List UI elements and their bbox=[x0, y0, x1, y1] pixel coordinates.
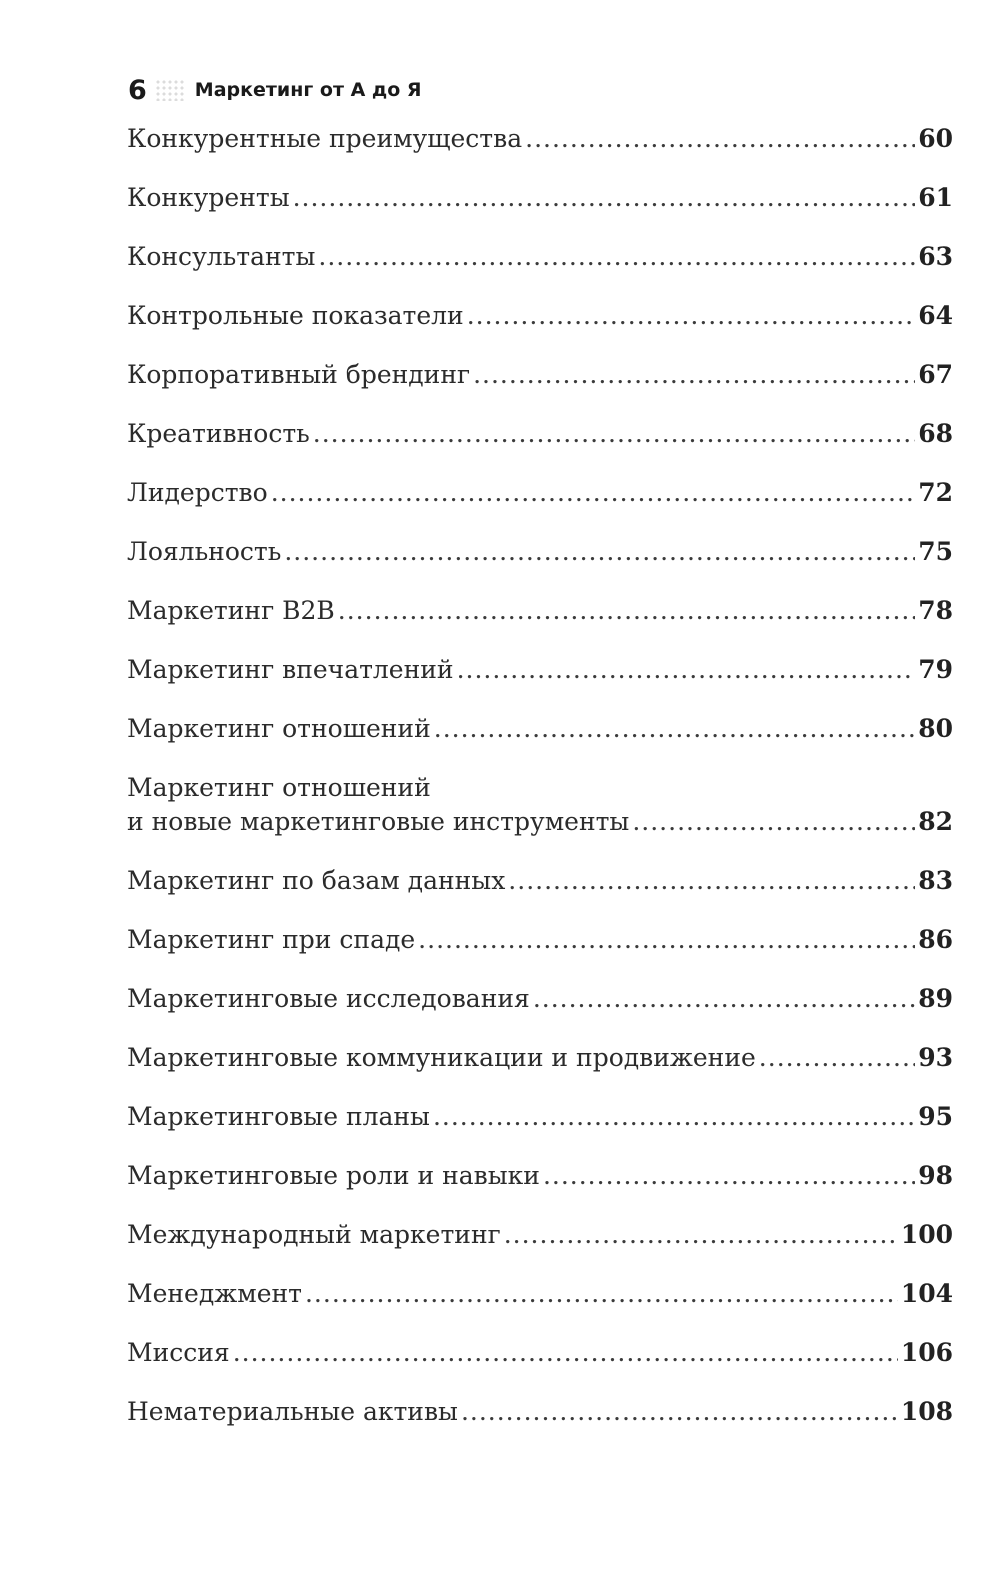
toc-dot-leader bbox=[293, 181, 916, 215]
toc-dot-leader bbox=[759, 1041, 915, 1075]
toc-entry-page: 79 bbox=[918, 655, 953, 684]
toc-entry-title: Маркетинг отношений bbox=[127, 714, 431, 743]
toc-dot-leader bbox=[543, 1159, 915, 1193]
toc-line bbox=[127, 1100, 953, 1134]
toc-line bbox=[127, 982, 953, 1016]
table-of-contents bbox=[127, 122, 953, 1454]
toc-entry-title: Конкуренты bbox=[127, 183, 290, 212]
toc-entry-title: Маркетинговые исследования bbox=[127, 984, 530, 1013]
toc-entry-title: Маркетинг при спаде bbox=[127, 925, 416, 954]
toc-line bbox=[127, 476, 953, 510]
toc-dot-leader bbox=[632, 805, 915, 839]
toc-entry bbox=[127, 1041, 953, 1075]
header-dot-ornament bbox=[155, 79, 185, 101]
toc-entry bbox=[127, 1395, 953, 1429]
toc-dot-leader bbox=[233, 1336, 898, 1370]
toc-dot-leader bbox=[525, 122, 915, 156]
toc-entry bbox=[127, 358, 953, 392]
toc-entry bbox=[127, 535, 953, 569]
toc-entry-page: 104 bbox=[900, 1279, 953, 1308]
toc-entry bbox=[127, 299, 953, 333]
toc-dot-leader bbox=[473, 358, 915, 392]
toc-line bbox=[127, 1041, 953, 1075]
toc-dot-leader bbox=[508, 864, 915, 898]
toc-entry bbox=[127, 1159, 953, 1193]
toc-entry-page: 61 bbox=[918, 183, 953, 212]
toc-entry-page: 95 bbox=[918, 1102, 953, 1131]
toc-entry bbox=[127, 712, 953, 746]
toc-entry bbox=[127, 1100, 953, 1134]
toc-entry-page: 89 bbox=[918, 984, 953, 1013]
toc-entry-multiline bbox=[127, 771, 953, 839]
toc-line bbox=[127, 1336, 953, 1370]
toc-line bbox=[127, 1277, 953, 1311]
toc-dot-leader bbox=[305, 1277, 898, 1311]
toc-entry-page: 68 bbox=[918, 419, 953, 448]
toc-entry bbox=[127, 923, 953, 957]
toc-entry-page: 75 bbox=[918, 537, 953, 566]
toc-entry-page: 80 bbox=[918, 714, 953, 743]
toc-entry bbox=[127, 417, 953, 451]
toc-entry bbox=[127, 653, 953, 687]
toc-entry-page: 72 bbox=[918, 478, 953, 507]
toc-entry-title: Международный маркетинг bbox=[127, 1220, 501, 1249]
toc-line bbox=[127, 181, 953, 215]
toc-entry-title: Контрольные показатели bbox=[127, 301, 464, 330]
toc-line bbox=[127, 712, 953, 746]
toc-entry-page: 83 bbox=[918, 866, 953, 895]
toc-line bbox=[127, 358, 953, 392]
toc-entry-title: Лояльность bbox=[127, 537, 282, 566]
running-title: Маркетинг от А до Я bbox=[194, 79, 422, 101]
toc-entry-title: Консультанты bbox=[127, 242, 316, 271]
toc-line bbox=[127, 299, 953, 333]
toc-entry-page: 106 bbox=[900, 1338, 953, 1367]
toc-line bbox=[127, 417, 953, 451]
toc-entry-title: Лидерство bbox=[127, 478, 268, 507]
toc-dot-leader bbox=[271, 476, 916, 510]
toc-entry-page: 108 bbox=[900, 1397, 953, 1426]
toc-dot-leader bbox=[284, 535, 915, 569]
toc-entry-page: 64 bbox=[918, 301, 953, 330]
page-header bbox=[128, 70, 422, 110]
toc-entry-title: Маркетинг впечатлений bbox=[127, 655, 454, 684]
toc-entry-title: Креативность bbox=[127, 419, 310, 448]
toc-entry bbox=[127, 1218, 953, 1252]
toc-dot-leader bbox=[433, 1100, 915, 1134]
toc-entry-title: Маркетинг В2В bbox=[127, 596, 335, 625]
toc-entry-page: 86 bbox=[918, 925, 953, 954]
toc-entry-page: 93 bbox=[918, 1043, 953, 1072]
toc-dot-leader bbox=[338, 594, 915, 628]
toc-entry bbox=[127, 982, 953, 1016]
toc-entry-title: Конкурентные преимущества bbox=[127, 124, 523, 153]
toc-dot-leader bbox=[313, 417, 915, 451]
toc-entry-title: Маркетинговые коммуникации и продвижение bbox=[127, 1043, 756, 1072]
toc-line bbox=[127, 864, 953, 898]
toc-entry bbox=[127, 594, 953, 628]
toc-entry bbox=[127, 864, 953, 898]
toc-line bbox=[127, 1159, 953, 1193]
toc-entry bbox=[127, 240, 953, 274]
toc-entry bbox=[127, 1336, 953, 1370]
toc-entry-page: 67 bbox=[918, 360, 953, 389]
toc-line bbox=[127, 1218, 953, 1252]
toc-dot-leader bbox=[457, 653, 916, 687]
toc-entry-title: Маркетинговые роли и навыки bbox=[127, 1161, 540, 1190]
toc-entry-title: Нематериальные активы bbox=[127, 1397, 458, 1426]
toc-line bbox=[127, 535, 953, 569]
toc-line bbox=[127, 653, 953, 687]
toc-dot-leader bbox=[461, 1395, 898, 1429]
toc-dot-leader bbox=[504, 1218, 898, 1252]
toc-entry-page: 60 bbox=[918, 124, 953, 153]
toc-entry-page: 100 bbox=[900, 1220, 953, 1249]
toc-line bbox=[127, 240, 953, 274]
toc-entry-title: Маркетинговые планы bbox=[127, 1102, 430, 1131]
toc-entry-title: Корпоративный брендинг bbox=[127, 360, 471, 389]
toc-entry-title: Маркетинг по базам данных bbox=[127, 866, 506, 895]
toc-dot-leader bbox=[318, 240, 915, 274]
toc-dot-leader bbox=[467, 299, 916, 333]
toc-entry bbox=[127, 181, 953, 215]
toc-line bbox=[127, 1395, 953, 1429]
toc-entry-title-line2: и новые маркетинговые инструменты bbox=[127, 807, 630, 836]
toc-entry bbox=[127, 476, 953, 510]
toc-line bbox=[127, 805, 953, 839]
toc-entry-title: Менеджмент bbox=[127, 1279, 302, 1308]
toc-line bbox=[127, 594, 953, 628]
page-number: 6 bbox=[128, 74, 147, 106]
toc-entry-page: 98 bbox=[918, 1161, 953, 1190]
toc-entry-title-line1: Маркетинг отношений bbox=[127, 773, 431, 802]
toc-dot-leader bbox=[533, 982, 915, 1016]
toc-dot-leader bbox=[434, 712, 915, 746]
toc-dot-leader bbox=[418, 923, 915, 957]
toc-entry bbox=[127, 122, 953, 156]
toc-line bbox=[127, 771, 953, 805]
toc-entry bbox=[127, 1277, 953, 1311]
toc-line bbox=[127, 122, 953, 156]
toc-entry-title: Миссия bbox=[127, 1338, 230, 1367]
toc-entry-page: 82 bbox=[918, 807, 953, 836]
toc-entry-page: 63 bbox=[918, 242, 953, 271]
toc-entry-page: 78 bbox=[918, 596, 953, 625]
toc-line bbox=[127, 923, 953, 957]
